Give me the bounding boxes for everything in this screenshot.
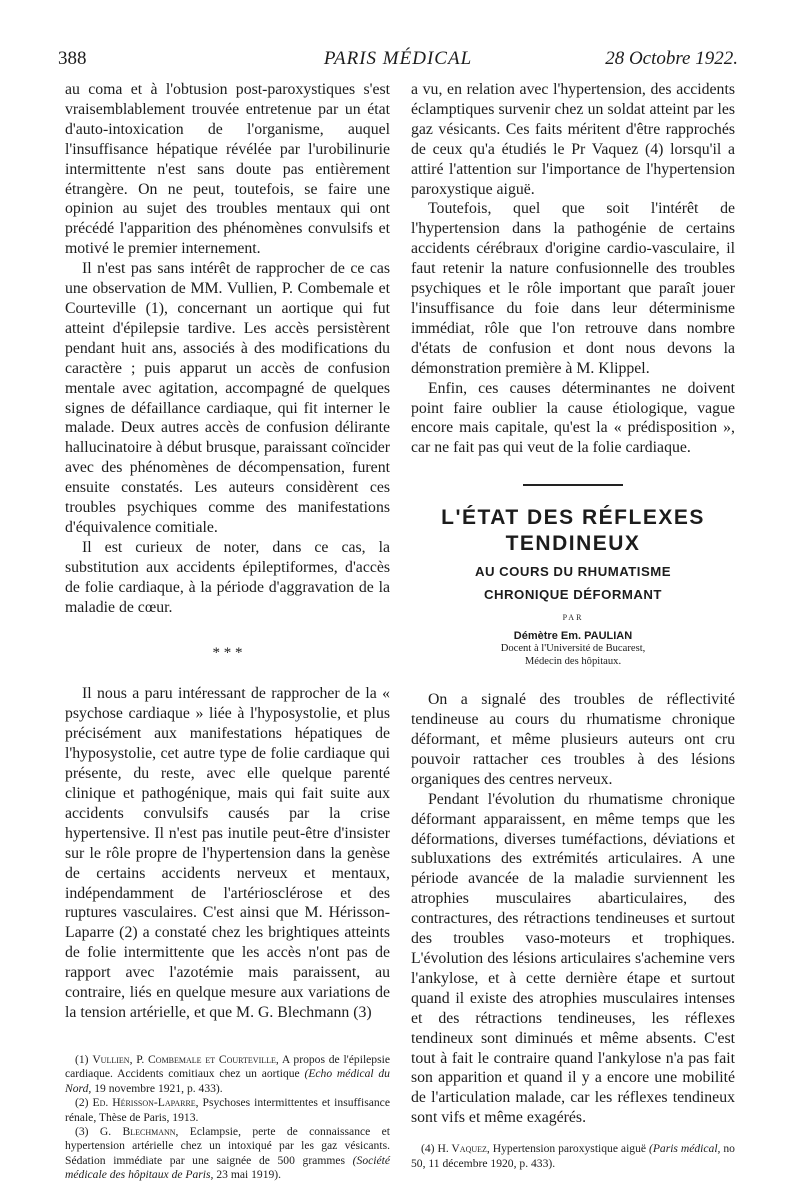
- article-title-line2: TENDINEUX: [505, 532, 641, 556]
- right-column: [411, 80, 735, 1171]
- affiliation-line1: Docent à l'Université de Bucarest,: [500, 643, 646, 655]
- paragraph: au coma et à l'obtusion post-paroxystiques s'est vraisemblablement trouvée entretenue par un état d'auto-intoxication de l'organisme, auquel l'insuffisance hépatique révélée par l'urobilinurie intermittente n'est sans doute pas entièrement étrangère. On ne peut, toutefois, se faire une opinion au sujet des troubles mentaux qui ont précédé l'apparition des phénomènes convulsifs et motivé le premier internement.: [65, 81, 390, 258]
- article-body: [411, 690, 735, 1128]
- author-affiliation: [411, 642, 735, 668]
- paragraph: Il nous a paru intéressant de rapprocher de la « psychose cardiaque » liée à l'hyposystolie, et plus précisément aux manifestations hépatiques de l'hyposystolie, cet autre type de folie cardiaque qui présente, du reste, avec elle quelque parenté clinique et pathogénique, mais qui fait suite aux accidents convulsifs causés par la crise hypertensive. Il n'est pas inutile peut-être d'insister sur le rôle propre de l'hypertension dans la genèse de certains accidents nerveux et mentaux, indépendamment de l'artériosclérose et des ruptures vasculaires. C'est ainsi que M. Hérisson-Laparre (2) a constaté chez les brightiques atteints de folie intermittente que les accès n'ont pas de rapport avec l'azotémie mais paraissent, au contraire, liés en quelque mesure aux variations de la tension artérielle, et que M. G. Blechmann (3): [65, 685, 390, 1021]
- footnotes: [411, 1142, 735, 1171]
- section-divider: [523, 484, 623, 486]
- paragraph: Il n'est pas sans intérêt de rapprocher de ce cas une observation de MM. Vullien, P. Combemale et Courteville (1), concernant un aortique qui fut atteint d'épilepsie tardive. Les accès persistèrent pendant huit ans, associés à des modifications du caractère ; puis apparut un accès de confusion mentale avec agitation, accompagné de quelques signes de défaillance cardiaque, qui fit interner le malade. Deux autres accès de confusion délirante hallucinatoire à début brusque, paraissant coïncider avec des phénomènes de décompensation, furent ensuite constatés. Les auteurs considèrent ces troubles psychiques comme des manifestations d'équivalence comitiale.: [65, 260, 390, 536]
- paragraph: On a signalé des troubles de réflectivité tendineuse au cours du rhumatisme chronique déformant, et même plusieurs auteurs ont cru pouvoir rattacher ces troubles à des lésions organiques des centres nerveux.: [411, 691, 735, 788]
- paragraph: Pendant l'évolution du rhumatisme chronique déformant apparaissent, en même temps que les déformations, diverses tuméfactions, déviations et subluxations des extrémités articulaires. A une période avancée de la maladie surviennent les atrophies musculaires abarticulaires, des contractures, des rétractions tendineuses et surtout des troubles vaso-moteurs et trophiques. L'évolution des lésions articulaires s'achemine vers l'ankylose, et à cette dernière étape et surtout quand il existe des atrophies musculaires intenses et des rétractions tendineuses, les réflexes tendineux sont diminués et même absents. C'est tout à fait le contraire quand l'ankylose n'a pas fait son apparition et quand il y a encore une mobilité de l'articulation malade, car les réflexes tendineux sont vifs et même exagérés.: [411, 790, 735, 1127]
- article-subtitle-line1: AU COURS DU RHUMATISME: [474, 564, 672, 580]
- page-header: [58, 48, 738, 78]
- paragraph: a vu, en relation avec l'hypertension, des accidents éclamptiques survenir chez un soldat atteint par les gaz vésicants. Ces faits méritent d'être rapprochés de ceux qu'a étudiés le Pr Vaquez (4) lorsqu'il a attiré l'attention sur l'importance de l'hypertension paroxystique aiguë.: [411, 81, 735, 198]
- paragraph: Il est curieux de noter, dans ce cas, la substitution aux accidents épileptiformes, d'accès de folie cardiaque, à la période d'aggravation de la maladie de cœur.: [65, 538, 390, 616]
- article-subtitle-line2: CHRONIQUE DÉFORMANT: [483, 587, 662, 603]
- article-subtitle: [411, 560, 735, 606]
- paragraph: Toutefois, quel que soit l'intérêt de l'hypertension dans la pathogénie de certains accidents cérébraux d'origine cardio-vasculaire, il faut retenir la nature confusionnelle des troubles psychiques et le rôle important que paraît jouer l'insuffisance du foie dans leur déterminisme immédiat, rôle que l'on retrouve dans nombre d'états de confusion et dont nous devons la démonstration première à M. Klippel.: [411, 200, 735, 377]
- footnote-authors: Vullien, P. Combemale et Courteville,: [92, 1052, 279, 1066]
- article-author: Démètre Em. PAULIAN: [513, 630, 633, 643]
- page-number: 388: [58, 48, 87, 69]
- footnote: (1) Vullien, P. Combemale et Courteville, A propos de l'épilepsie cardiaque. Accidents comitiaux chez un aortique (Echo médical du Nord, 19 novembre 1921, p. 433).: [65, 1052, 390, 1095]
- footnote-authors: G. Blechmann,: [99, 1124, 179, 1138]
- affiliation-line2: Médecin des hôpitaux.: [524, 656, 622, 668]
- article-title: L'ÉTAT DES RÉFLEXES: [441, 506, 705, 530]
- asterism: [65, 647, 390, 660]
- footnote-authors: Ed. Hérisson-Laparre,: [92, 1096, 199, 1110]
- journal-title: PARIS MÉDICAL: [323, 48, 473, 69]
- footnotes: [65, 1053, 390, 1183]
- paragraph: Enfin, ces causes déterminantes ne doivent point faire oublier la cause étiologique, vague encore mais capitale, qu'est la « prédisposition », car ne fait pas qui veut de la folie cardiaque.: [411, 379, 735, 457]
- left-column: [65, 80, 390, 1183]
- footnote: (3) G. Blechmann, Eclampsie, perte de connaissance et hypertension artérielle chez un intoxiqué par les gaz vésicants. Sédation immédiate par une saignée de 500 grammes (Société médicale des hôpitaux de Paris, 23 mai 1919).: [65, 1124, 390, 1182]
- footnote: (4) H. Vaquez, Hypertension paroxystique aiguë (Paris médical, no 50, 11 décembre 1920, p. 433).: [411, 1142, 735, 1170]
- asterism-text: * * *: [212, 645, 243, 662]
- footnote-authors: H. Vaquez,: [437, 1142, 490, 1156]
- byline-par: PAR: [562, 613, 584, 623]
- footnote: (2) Ed. Hérisson-Laparre, Psychoses intermittentes et insuffisance rénale, Thèse de Paris, 1913.: [65, 1096, 390, 1124]
- issue-date: 28 Octobre 1922.: [605, 48, 738, 69]
